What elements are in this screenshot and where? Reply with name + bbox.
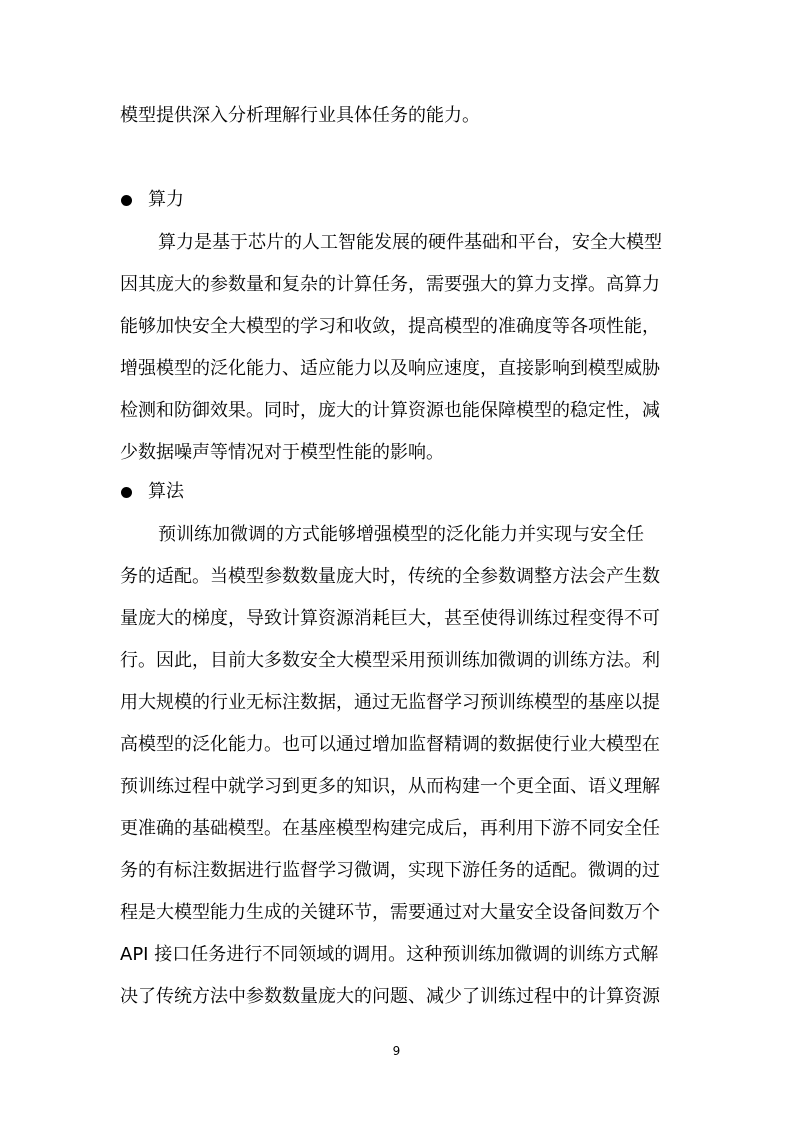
page-number: 9 <box>392 1044 401 1058</box>
paragraph-line: API 接口任务进行不同领域的调用。这种预训练加微调的训练方式解 <box>120 944 659 965</box>
paragraph-line: 少数据噪声等情况对于模型性能的影响。 <box>120 442 444 463</box>
bullet-icon <box>121 195 132 206</box>
paragraph-line: 更准确的基础模型。在基座模型构建完成后，再利用下游不同安全任 <box>120 818 660 839</box>
paragraph-line: 行。因此，目前大多数安全大模型采用预训练加微调的训练方法。利 <box>120 650 660 671</box>
paragraph-line: 检测和防御效果。同时，庞大的计算资源也能保障模型的稳定性，减 <box>120 400 660 421</box>
paragraph-line: 决了传统方法中参数数量庞大的问题、减少了训练过程中的计算资源 <box>120 986 660 1007</box>
paragraph-line: 高模型的泛化能力。也可以通过增加监督精调的数据使行业大模型在 <box>120 734 660 755</box>
section-heading-compute: 算力 <box>148 189 184 210</box>
paragraph-line: 程是大模型能力生成的关键环节，需要通过对大量安全设备间数万个 <box>120 902 660 923</box>
paragraph-line: 预训练加微调的方式能够增强模型的泛化能力并实现与安全任 <box>158 524 644 545</box>
paragraph-line: 量庞大的梯度，导致计算资源消耗巨大，甚至使得训练过程变得不可 <box>120 608 660 629</box>
paragraph-line: 务的有标注数据进行监督学习微调，实现下游任务的适配。微调的过 <box>120 860 660 881</box>
paragraph-line: 算力是基于芯片的人工智能发展的硬件基础和平台，安全大模型 <box>158 232 662 253</box>
paragraph-line: 模型提供深入分析理解行业具体任务的能力。 <box>120 105 480 126</box>
paragraph-line: 预训练过程中就学习到更多的知识，从而构建一个更全面、语义理解 <box>120 776 660 797</box>
paragraph-line: 能够加快安全大模型的学习和收敛，提高模型的准确度等各项性能， <box>120 316 660 337</box>
paragraph-line: 用大规模的行业无标注数据，通过无监督学习预训练模型的基座以提 <box>120 692 660 713</box>
section-heading-algorithm: 算法 <box>148 481 184 502</box>
paragraph-line: 增强模型的泛化能力、适应能力以及响应速度，直接影响到模型威胁 <box>120 358 660 379</box>
bullet-icon <box>121 487 132 498</box>
paragraph-line: 务的适配。当模型参数数量庞大时，传统的全参数调整方法会产生数 <box>120 566 660 587</box>
paragraph-line: 因其庞大的参数量和复杂的计算任务，需要强大的算力支撑。高算力 <box>120 274 660 295</box>
